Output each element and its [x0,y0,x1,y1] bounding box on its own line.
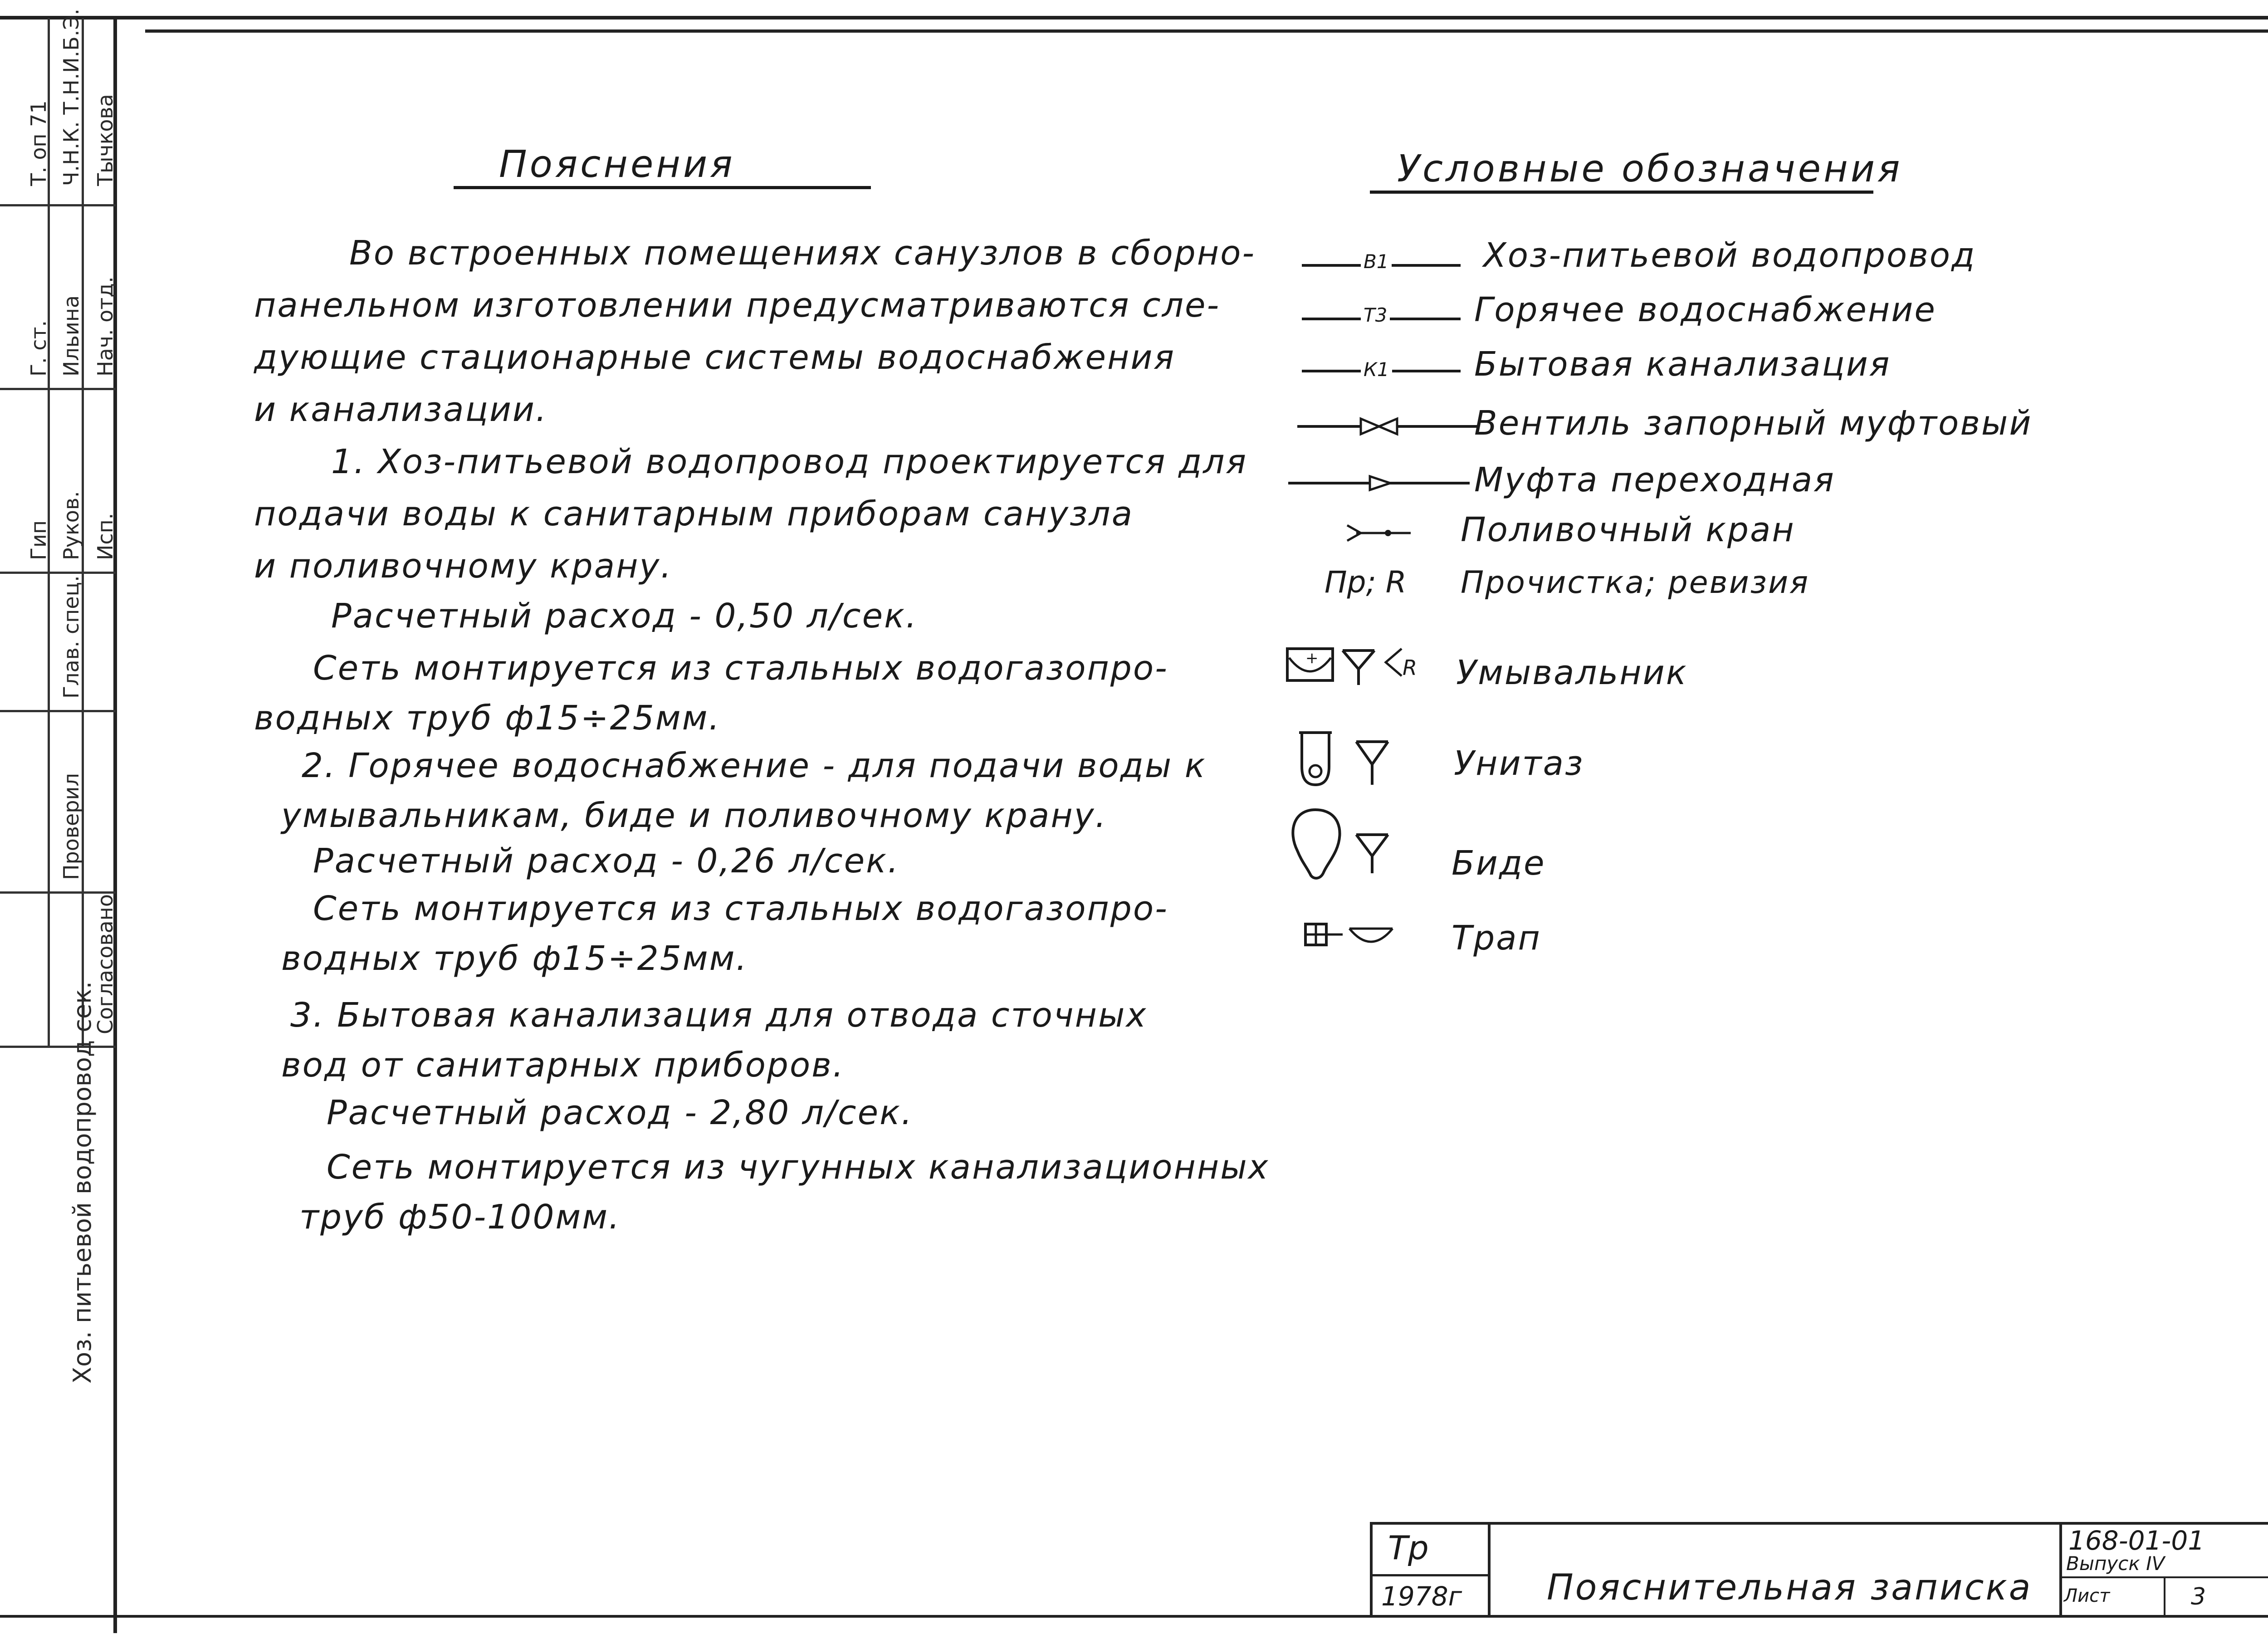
explanation-line: и поливочному крану. [254,547,673,586]
explanation-line: Сеть монтируется из чугунных канализационных [327,1148,1270,1187]
floor-drain-icon [1302,919,1415,955]
explanation-line: умывальникам, биде и поливочному крану. [281,796,1108,835]
shutoff-valve-icon [1297,411,1479,442]
toilet-icon [1297,728,1402,792]
bidet-icon [1288,805,1397,882]
legend-label: Хоз-питьевой водопровод [1483,236,1976,275]
explanation-line: дующие стационарные системы водоснабжения [254,338,1175,377]
legend-label: Прочистка; ревизия [1461,565,1810,601]
svg-text:+: + [1305,649,1319,667]
legend-label: Вентиль запорный муфтовый [1474,404,2033,443]
stamp-cell: Нач. отд. [93,276,117,377]
stamp-bottom-label: Хоз. питьевой водопровод сек. [68,981,97,1384]
legend-code: К1 [1361,358,1392,381]
explanation-line: водных труб ф15÷25мм. [281,939,748,978]
explanation-line: панельном изготовлении предусматриваются сле- [254,286,1221,325]
explanation-line: Расчетный расход - 0,26 л/сек. [313,841,900,881]
title-block-issue: Выпуск IV [2066,1552,2165,1575]
legend-label: Умывальник [1456,653,1688,692]
legend-label: Муфта переходная [1474,460,1835,499]
legend-code: Т3 [1361,304,1390,326]
explanation-line: Расчетный расход - 0,50 л/сек. [331,597,918,636]
cleanout-icon: Пр; R [1325,565,1407,600]
stamp-cell: Глав. спец. [59,575,83,699]
stamp-cell: Г. ст. [26,320,51,377]
stamp-cell: Гип [26,520,51,560]
legend-label: Трап [1452,919,1541,958]
stamp-cell: Ч.Н.К. Т.Н.И.Б.Э. [59,8,83,186]
legend-label: Биде [1452,844,1546,883]
explanation-line: Сеть монтируется из стальных водогазопро- [313,889,1168,928]
explanation-line: 1. Хоз-питьевой водопровод проектируется для [331,442,1248,481]
explanation-line: и канализации. [254,390,548,429]
stamp-cell: Руков. [59,491,83,560]
watering-tap-icon [1343,517,1415,549]
frame-top-border [145,29,2268,33]
legend-label: Бытовая канализация [1474,345,1891,384]
frame-left-border [113,18,117,1633]
sheet-outer-bottom-border [0,1615,2268,1618]
adapter-coupling-icon [1288,467,1470,499]
stamp-cell: Проверил [59,773,83,880]
washbasin-icon [1284,644,1438,694]
explanation-line: Сеть монтируется из стальных водогазопро- [313,649,1168,688]
title-block-title: Пояснительная записка [1547,1567,2033,1608]
legend-code: В1 [1361,250,1392,273]
explanation-line: труб ф50-100мм. [299,1198,621,1237]
title-block-code: 168-01-01 [2068,1525,2205,1556]
svg-text:R: R [1403,656,1417,680]
title-block-sheet-label: Лист [2064,1585,2110,1606]
title-block-year: 1978г [1381,1581,1462,1612]
explanation-line: 3. Бытовая канализация для отвода сточных [290,996,1148,1035]
explanations-title: Пояснения [499,143,735,186]
stamp-cell: Исп. [93,513,117,560]
explanation-line: 2. Горячее водоснабжение - для подачи воды к [302,746,1207,785]
explanation-line: вод от санитарных приборов. [281,1046,845,1085]
explanation-line: Расчетный расход - 2,80 л/сек. [327,1093,914,1132]
legend-label: Поливочный кран [1461,510,1795,549]
stamp-cell: Ильина [59,295,83,377]
title-block-org: Тр [1388,1529,1429,1567]
explanation-line: подачи воды к санитарным приборам санузла [254,494,1134,533]
sheet-outer-top-border [0,16,2268,20]
stamp-cell: Согласовано [93,894,117,1034]
legend-label: Горячее водоснабжение [1474,290,1936,329]
stamp-cell: Тычкова [93,94,117,186]
explanation-line: Во встроенных помещениях санузлов в сборно- [349,234,1256,273]
title-block-sheet-number: 3 [2191,1583,2206,1610]
legend-title: Условные обозначения [1397,147,1903,191]
legend-label: Унитаз [1454,744,1584,783]
explanation-line: водных труб ф15÷25мм. [254,699,721,738]
stamp-cell: Т. оп 71 [26,100,51,186]
